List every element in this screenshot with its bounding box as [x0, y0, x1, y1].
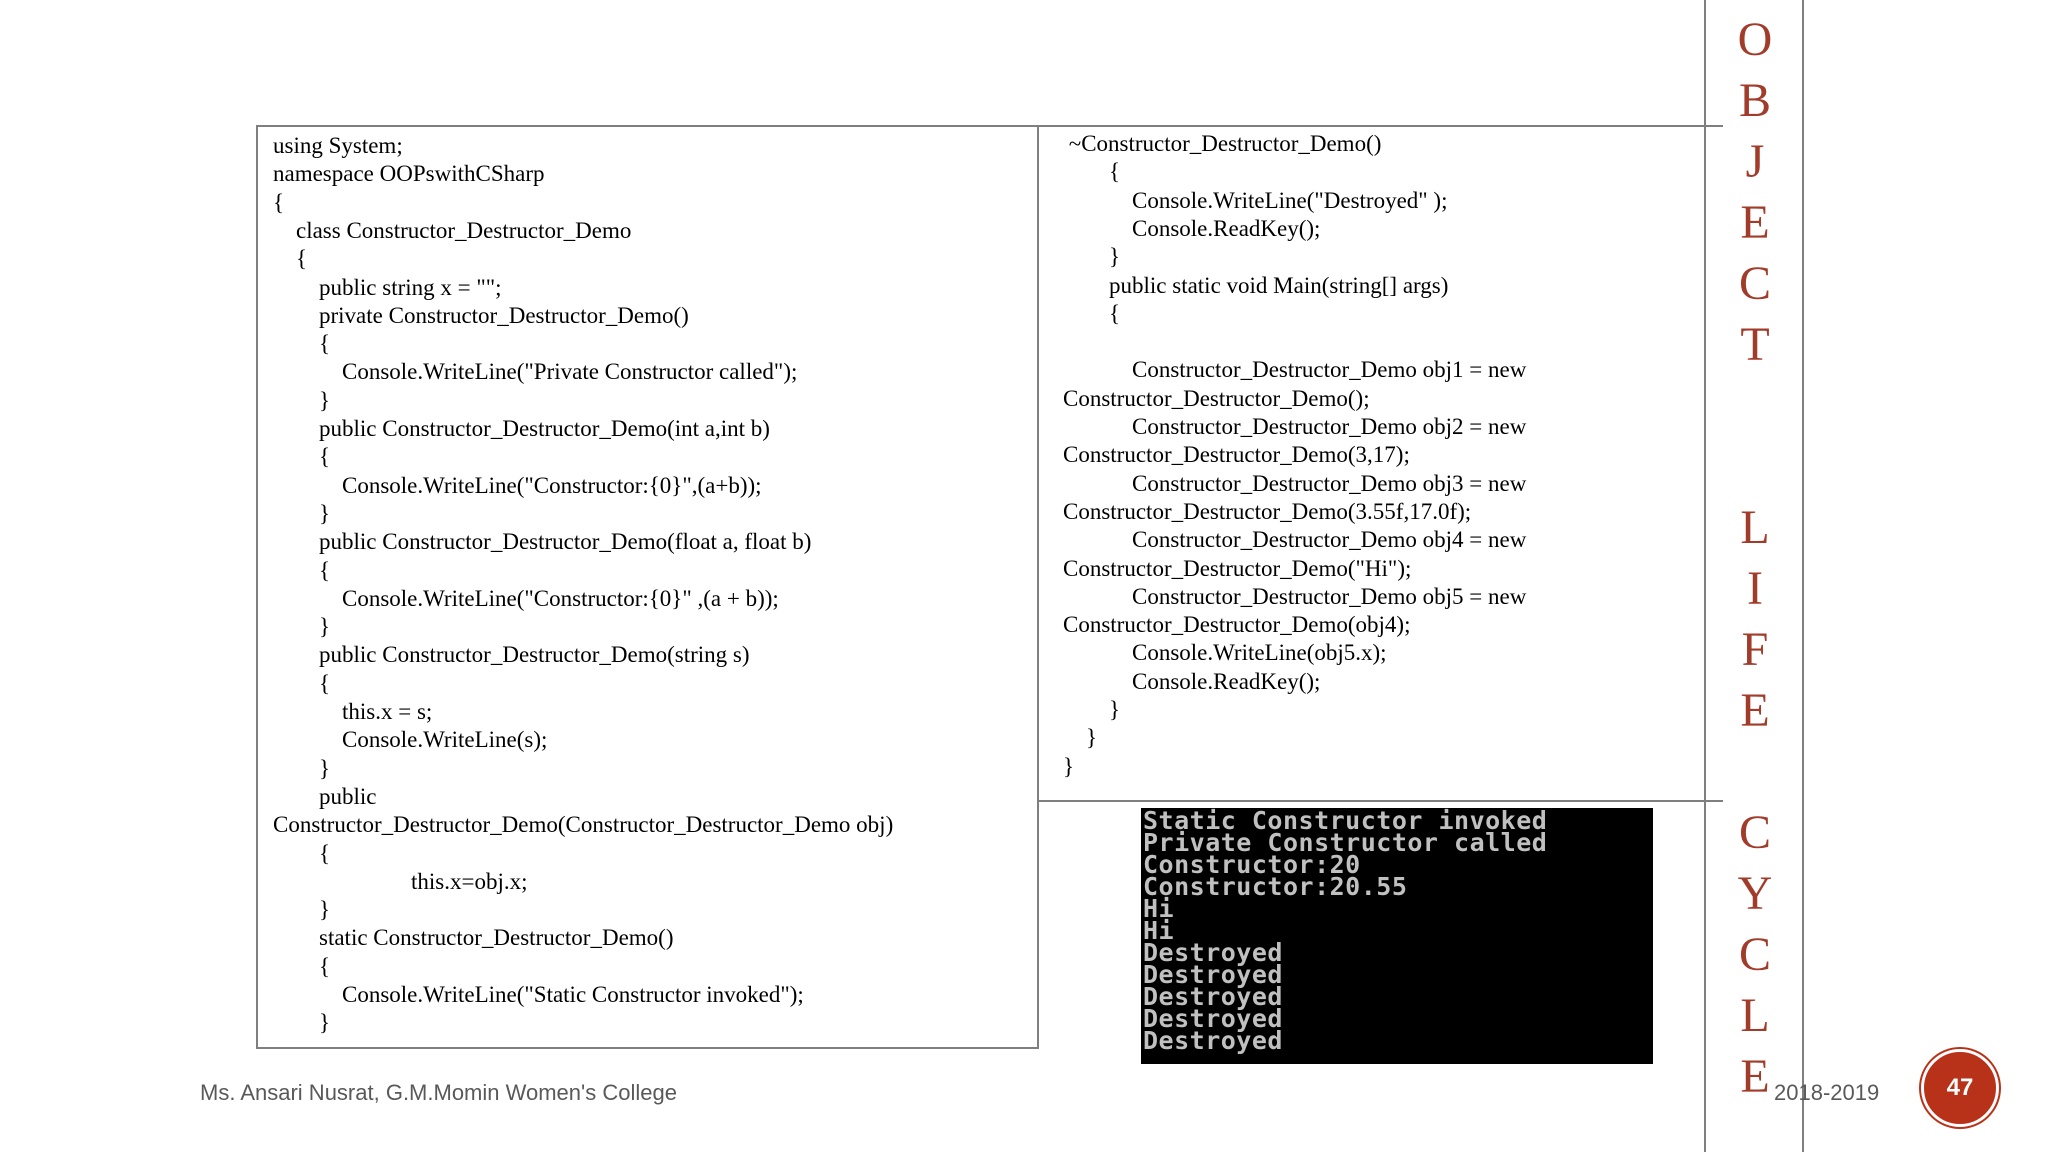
console-line: Destroyed — [1143, 982, 1283, 1011]
right-panel-top-border — [1039, 125, 1723, 127]
console-line: Private Constructor called — [1143, 828, 1548, 857]
footer-year: 2018-2019 — [1774, 1080, 1880, 1105]
title-letter: E — [1740, 1050, 1770, 1103]
code-line: } — [273, 1010, 331, 1036]
code-line: public Constructor_Destructor_Demo(string s) — [273, 642, 750, 668]
code-line: public — [273, 783, 377, 809]
code-block-left — [273, 132, 1033, 1042]
title-letter: C — [1738, 928, 1771, 981]
code-line: Console.WriteLine(s); — [273, 727, 548, 753]
title-letter: O — [1737, 13, 1773, 66]
title-letter: B — [1738, 74, 1771, 127]
code-line: Constructor_Destructor_Demo obj1 = new — [1063, 357, 1527, 383]
code-line: static Constructor_Destructor_Demo() — [273, 925, 674, 951]
console-line: Destroyed — [1143, 938, 1283, 967]
code-line: Constructor_Destructor_Demo(3,17); — [1063, 442, 1410, 468]
code-line: } — [1063, 697, 1121, 722]
code-line: Constructor_Destructor_Demo obj4 = new — [1063, 527, 1527, 553]
code-line: Console.WriteLine(obj5.x); — [1063, 640, 1387, 666]
code-block-right — [1063, 130, 1718, 795]
title-letter: E — [1740, 684, 1770, 737]
title-letter: L — [1740, 501, 1770, 554]
code-line: } — [1063, 753, 1075, 779]
code-line: this.x=obj.x; — [273, 868, 528, 894]
code-line: { — [273, 189, 285, 215]
code-line: this.x = s; — [273, 699, 433, 724]
code-line: { — [1063, 159, 1121, 185]
code-line: Constructor_Destructor_Demo obj2 = new — [1063, 414, 1527, 439]
code-line: Constructor_Destructor_Demo(); — [1063, 385, 1370, 411]
code-line: Constructor_Destructor_Demo(Constructor_Destructor_Demo obj) — [273, 812, 894, 838]
code-line: Console.ReadKey(); — [1063, 668, 1321, 694]
code-line: namespace OOPswithCSharp — [273, 161, 545, 187]
code-line: { — [273, 557, 331, 583]
code-line: Console.WriteLine("Destroyed" ); — [1063, 187, 1448, 213]
code-line: Console.WriteLine("Static Constructor invoked"); — [273, 982, 804, 1007]
code-line: { — [273, 953, 331, 979]
title-letter: I — [1747, 562, 1763, 615]
code-line: } — [273, 755, 331, 781]
console-line: Hi — [1143, 916, 1175, 945]
console-line: Destroyed — [1143, 960, 1283, 989]
footer-author: Ms. Ansari Nusrat, G.M.Momin Women's College — [200, 1080, 677, 1105]
code-line: class Constructor_Destructor_Demo — [273, 217, 632, 243]
title-letter: E — [1740, 196, 1770, 249]
code-panel-left — [256, 125, 1039, 1049]
console-line: Constructor:20.55 — [1143, 872, 1408, 901]
code-line: Console.WriteLine("Private Constructor called"); — [273, 359, 798, 385]
code-line: Constructor_Destructor_Demo("Hi"); — [1063, 555, 1412, 581]
code-line: public static void Main(string[] args) — [1063, 272, 1449, 298]
console-line: Hi — [1143, 894, 1175, 923]
code-line: private Constructor_Destructor_Demo() — [273, 302, 689, 328]
console-output — [1141, 808, 1653, 1064]
code-line: } — [1063, 725, 1098, 751]
code-line: Constructor_Destructor_Demo obj3 = new — [1063, 470, 1527, 496]
code-line: Constructor_Destructor_Demo(3.55f,17.0f); — [1063, 498, 1472, 524]
code-line: Console.WriteLine("Constructor:{0}" ,(a + b)); — [273, 585, 779, 611]
title-letter: C — [1738, 806, 1771, 859]
title-letter: Y — [1737, 867, 1773, 920]
code-line: Constructor_Destructor_Demo(obj4); — [1063, 612, 1411, 638]
code-line: } — [273, 500, 331, 526]
code-line: { — [273, 840, 331, 866]
title-letter: T — [1740, 318, 1770, 371]
vertical-title — [1710, 10, 1800, 1110]
code-line: } — [273, 897, 331, 923]
code-line: } — [273, 614, 331, 640]
code-line: Console.WriteLine("Constructor:{0}",(a+b)); — [273, 472, 762, 498]
code-line: { — [273, 246, 308, 272]
console-line: Constructor:20 — [1143, 850, 1361, 879]
title-band-left-border — [1704, 0, 1706, 1152]
code-line: { — [1063, 300, 1121, 326]
title-band-right-border — [1802, 0, 1804, 1152]
title-letter: J — [1745, 135, 1765, 188]
code-line: public Constructor_Destructor_Demo(float a, float b) — [273, 529, 812, 555]
console-line: Static Constructor invoked — [1143, 806, 1548, 835]
code-line: { — [273, 331, 331, 357]
code-line: using System; — [273, 133, 403, 158]
title-letter: L — [1740, 989, 1770, 1042]
code-line: public Constructor_Destructor_Demo(int a,int b) — [273, 416, 770, 441]
console-line: Destroyed — [1143, 1004, 1283, 1033]
code-line: } — [273, 387, 331, 413]
code-line: ~Constructor_Destructor_Demo() — [1063, 131, 1382, 156]
console-line: Destroyed — [1143, 1026, 1283, 1055]
right-panel-divider — [1039, 800, 1723, 802]
title-letter: C — [1738, 257, 1771, 310]
page-number-badge: 47 — [1921, 1049, 1999, 1127]
code-line: Constructor_Destructor_Demo obj5 = new — [1063, 583, 1527, 609]
title-letter: F — [1741, 623, 1769, 676]
code-line: { — [273, 444, 331, 470]
code-line: { — [273, 670, 331, 696]
code-line: } — [1063, 244, 1121, 270]
console-output-text — [1143, 806, 1651, 1060]
code-line: Console.ReadKey(); — [1063, 215, 1321, 241]
code-line: public string x = ""; — [273, 274, 502, 300]
